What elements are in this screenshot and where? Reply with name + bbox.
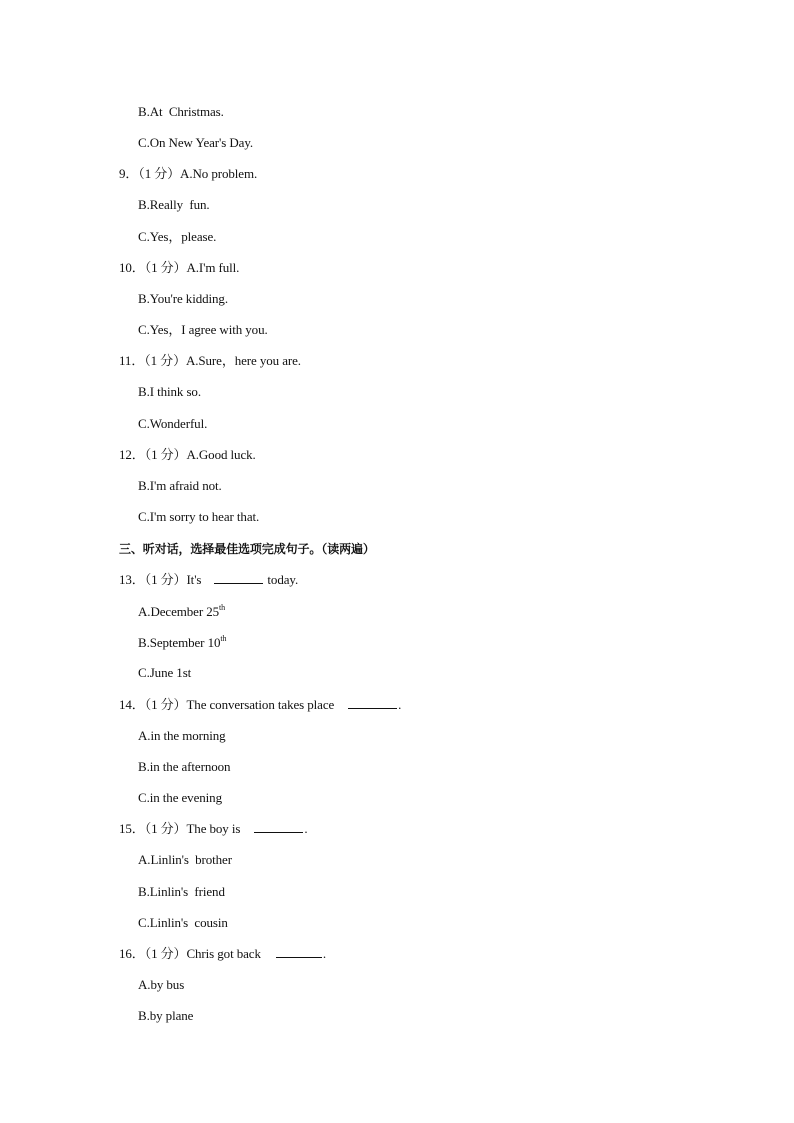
- q14-option-c: C.in the evening: [138, 790, 222, 805]
- q13-stem: [119, 572, 298, 588]
- q15-stem: [119, 821, 308, 837]
- q15-option-a: A.Linlin's brother: [138, 852, 232, 867]
- q15-blank: [254, 821, 303, 833]
- q13-option-b-sup: th: [220, 633, 227, 643]
- q13-option-a: [138, 604, 225, 620]
- q13-option-a-text: A.December 25: [138, 604, 219, 619]
- q16-blank: [276, 946, 322, 958]
- q16-option-b: B.by plane: [138, 1008, 194, 1023]
- q14-option-a: A.in the morning: [138, 728, 226, 743]
- q13-option-b: [138, 635, 226, 651]
- q8-option-b: B.At Christmas.: [138, 104, 224, 119]
- q14-stem: [119, 697, 401, 713]
- q12-option-b: B.I'm afraid not.: [138, 478, 222, 493]
- q13-stem-text: 13．（1 分）It's: [119, 572, 202, 587]
- q14-stem-end: .: [398, 697, 402, 712]
- q12-option-c: C.I'm sorry to hear that.: [138, 509, 260, 524]
- q9-stem: 9．（1 分）A.No problem.: [119, 166, 258, 181]
- q11-option-c: C.Wonderful.: [138, 416, 208, 431]
- q15-stem-end: .: [304, 821, 308, 836]
- q16-stem-text: 16．（1 分）Chris got back: [119, 946, 261, 961]
- q14-blank: [348, 697, 397, 709]
- q14-stem-text: 14．（1 分）The conversation takes place: [119, 697, 335, 712]
- q15-option-c: C.Linlin's cousin: [138, 915, 228, 930]
- q8-option-c: C.On New Year's Day.: [138, 135, 254, 150]
- q11-stem: 11．（1 分）A.Sure，here you are.: [119, 353, 301, 368]
- q9-option-c: C.Yes，please.: [138, 229, 217, 244]
- q15-option-b: B.Linlin's friend: [138, 884, 225, 899]
- q13-option-c: C.June 1st: [138, 665, 192, 680]
- q15-stem-text: 15．（1 分）The boy is: [119, 821, 241, 836]
- q13-option-a-sup: th: [219, 602, 226, 612]
- q11-option-b: B.I think so.: [138, 384, 201, 399]
- q16-option-a: A.by bus: [138, 977, 185, 992]
- q12-stem: 12．（1 分）A.Good luck.: [119, 447, 256, 462]
- q10-stem: 10．（1 分）A.I'm full.: [119, 260, 240, 275]
- q10-option-b: B.You're kidding.: [138, 291, 228, 306]
- q10-option-c: C.Yes，I agree with you.: [138, 322, 268, 337]
- q16-stem-end: .: [322, 946, 327, 961]
- q13-option-b-text: B.September 10: [138, 635, 221, 650]
- q16-stem: [119, 946, 326, 962]
- q13-blank: [214, 572, 263, 584]
- section-3-title: 三、听对话，选择最佳选项完成句子。（读两遍）: [119, 542, 375, 556]
- q9-option-b: B.Really fun.: [138, 197, 210, 212]
- q13-stem-end: today.: [267, 572, 299, 587]
- q14-option-b: B.in the afternoon: [138, 759, 231, 774]
